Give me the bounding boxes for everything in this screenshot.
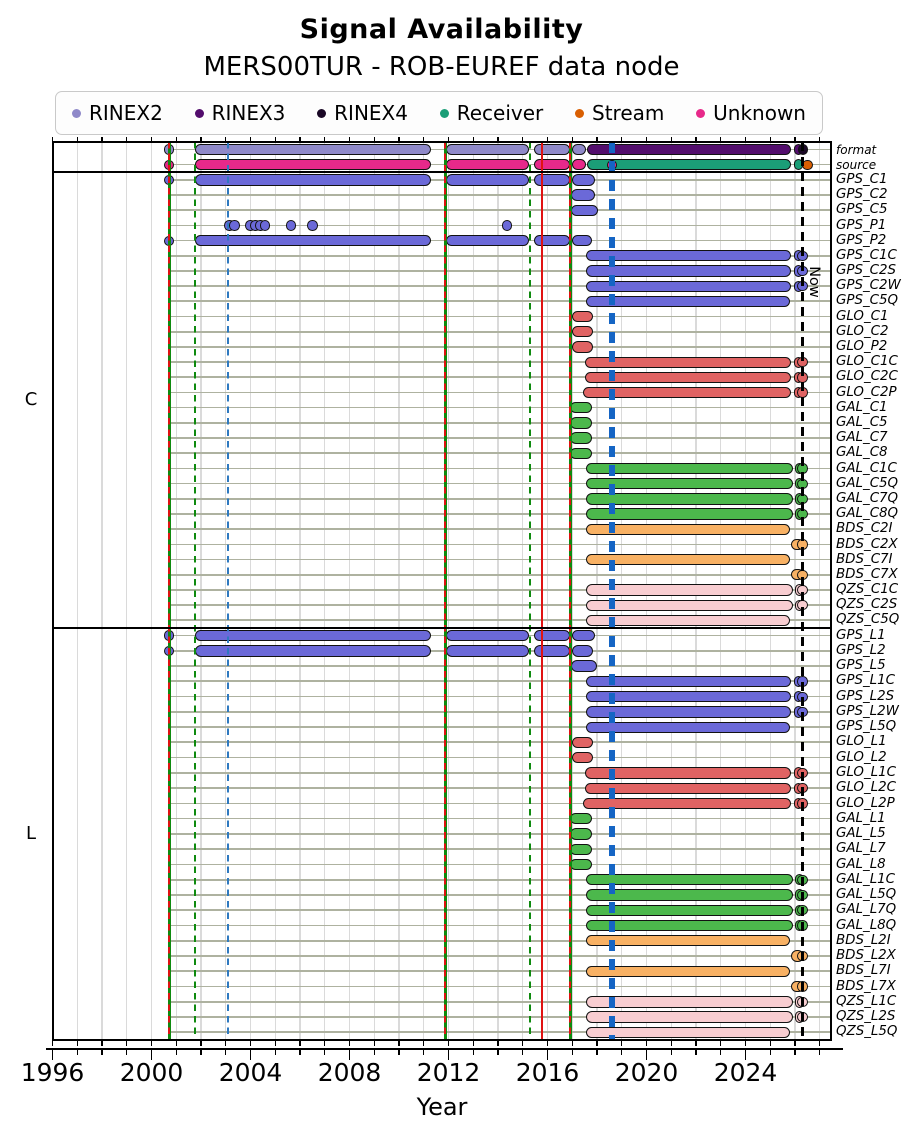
row-baseline (169, 848, 831, 850)
tick-minor (448, 1041, 449, 1046)
signal-bar (586, 874, 793, 885)
row-label: QZS_L2S (836, 1009, 896, 1025)
plot-border (52, 171, 832, 173)
signal-bar (534, 174, 570, 185)
grid-line (547, 142, 548, 1040)
tick-minor (720, 1050, 721, 1055)
grid-line (423, 142, 424, 1040)
grid-line (151, 142, 152, 1040)
plot-border (52, 1039, 832, 1041)
row-label: format (836, 142, 877, 157)
signal-bar (585, 767, 792, 778)
signal-bar (586, 296, 790, 307)
row-label: GLO_C1 (836, 308, 889, 324)
signal-bar (570, 859, 592, 870)
tick-minor (423, 1041, 424, 1046)
signal-bar (586, 676, 791, 687)
tick-minor (398, 1050, 399, 1055)
signal-bar (586, 722, 790, 733)
signal-bar (572, 645, 594, 656)
row-label: GAL_C1 (836, 399, 888, 415)
tick-minor (324, 1050, 325, 1055)
blue-dashed-line-2003 (227, 142, 229, 1040)
tick-minor (275, 1050, 276, 1055)
signal-bar (570, 448, 592, 459)
row-label: GPS_C2 (836, 187, 888, 203)
signal-bar (586, 524, 790, 535)
signal-bar (570, 432, 592, 443)
signal-bar (195, 645, 431, 656)
x-tick-label: 2008 (317, 1058, 382, 1087)
tick-minor (349, 1041, 350, 1046)
signal-bar (587, 159, 791, 170)
row-label: QZS_L1C (836, 993, 897, 1009)
row-label: GPS_L1C (836, 673, 895, 689)
section-label-c: C (24, 389, 38, 411)
legend-label: Unknown (713, 101, 806, 125)
row-label: GLO_P2 (836, 339, 888, 354)
row-label: GPS_L2W (836, 703, 899, 719)
grid-line (448, 142, 449, 1040)
signal-bar (572, 174, 595, 185)
row-label: GPS_L5Q (836, 719, 897, 735)
tick-minor (299, 1050, 300, 1055)
signal-bar (571, 189, 595, 200)
signal-bar (585, 357, 792, 368)
now-line (801, 142, 804, 1040)
signal-bar (571, 205, 598, 216)
row-label: GPS_L5 (836, 658, 886, 674)
grid-line (349, 142, 350, 1040)
row-baseline (169, 544, 831, 546)
x-tick-label: 2020 (614, 1058, 679, 1087)
signal-bar (586, 1027, 790, 1038)
signal-bar (446, 159, 529, 170)
grid-line (497, 142, 498, 1040)
signal-bar (446, 174, 529, 185)
row-label: GPS_C2S (836, 263, 897, 278)
tick-minor (126, 1050, 127, 1055)
tick-minor (695, 1041, 696, 1046)
row-label: GPS_L2 (836, 642, 886, 658)
row-label: GPS_L2S (836, 688, 895, 704)
signal-bar (195, 174, 431, 185)
signal-bar (586, 996, 793, 1007)
row-label: GLO_L2P (836, 795, 895, 811)
thick-blue-dashed-line (609, 142, 616, 1040)
legend-label: RINEX3 (211, 101, 286, 125)
tick-minor (324, 1041, 325, 1046)
x-axis-title: Year (416, 1093, 468, 1121)
red-dashed-line-2017 (569, 142, 571, 1040)
tick-minor (200, 1041, 201, 1046)
signal-bar (572, 235, 592, 246)
grid-line (275, 142, 276, 1040)
tick-minor (621, 1050, 622, 1055)
signal-bar (586, 584, 793, 595)
signal-bar (586, 478, 793, 489)
red-dashed-line-2000 (168, 142, 170, 1040)
row-label: GAL_L7Q (836, 902, 897, 918)
row-baseline (169, 316, 831, 318)
row-label: GAL_C5 (836, 414, 888, 430)
x-axis-line (46, 1048, 843, 1050)
signal-bar (572, 341, 594, 352)
signal-bar (446, 645, 529, 656)
signal-bar (195, 235, 431, 246)
row-label: BDS_L2X (836, 948, 896, 964)
tick-minor (374, 1041, 375, 1046)
row-label: GAL_L5 (836, 826, 886, 841)
row-label: GPS_C2W (836, 278, 901, 294)
row-label: BDS_L7X (836, 978, 896, 994)
signal-bar (586, 706, 791, 717)
tick-minor (176, 1050, 177, 1055)
signal-bar (586, 966, 790, 977)
row-label: GLO_L2C (836, 780, 896, 796)
tick-minor (497, 1041, 498, 1046)
signal-bar (586, 493, 793, 504)
signal-bar (586, 935, 790, 946)
signal-bar (446, 235, 529, 246)
row-label: GPS_L1 (836, 627, 886, 643)
grid-line (101, 142, 102, 1040)
row-label: GAL_L5Q (836, 887, 897, 902)
data-dot (286, 220, 296, 230)
tick-minor (151, 1041, 152, 1046)
section-label-l: L (25, 823, 37, 844)
signal-bar (585, 372, 792, 383)
tick-minor (225, 1041, 226, 1046)
row-label: BDS_C2X (836, 536, 898, 552)
row-baseline (169, 986, 831, 988)
row-baseline (169, 452, 831, 454)
grid-line (374, 142, 375, 1040)
signal-bar (534, 159, 570, 170)
row-label: GAL_C7 (836, 430, 888, 446)
tick-minor (646, 1041, 647, 1046)
signal-bar (586, 508, 793, 519)
signal-bar (586, 463, 793, 474)
signal-bar (585, 783, 792, 794)
plot-border-right (830, 141, 832, 1041)
row-label: GAL_L8Q (836, 917, 897, 933)
tick-minor (770, 1041, 771, 1046)
x-tick-label: 1996 (20, 1058, 85, 1087)
signal-bar (195, 144, 431, 155)
data-dot (802, 160, 812, 170)
plot-border-left (52, 141, 54, 1041)
signal-bar (534, 235, 570, 246)
row-baseline (169, 407, 831, 409)
signal-bar (586, 600, 793, 611)
tick-minor (423, 1050, 424, 1055)
signal-bar (587, 144, 791, 155)
row-label: QZS_C2S (836, 597, 898, 613)
plot-border (52, 627, 832, 629)
grid-line (200, 142, 201, 1040)
tick-minor (299, 1041, 300, 1046)
tick-minor (497, 1050, 498, 1055)
x-tick-label: 2012 (416, 1058, 481, 1087)
row-label: GPS_P1 (836, 217, 887, 233)
row-label: GLO_C1C (836, 354, 898, 370)
grid-line (299, 142, 300, 1040)
signal-bar (571, 660, 597, 671)
signal-bar (586, 250, 791, 261)
row-baseline (169, 346, 831, 348)
row-label: GLO_L2 (836, 749, 887, 765)
signal-bar (586, 691, 791, 702)
legend-label: RINEX2 (89, 101, 163, 125)
data-dot (229, 220, 239, 230)
row-label: GAL_L8 (836, 856, 886, 872)
grid-line (77, 142, 78, 1040)
signal-bar (572, 144, 586, 155)
data-dot (307, 220, 317, 230)
green-dashed-line-2001 (194, 142, 196, 1040)
row-baseline (169, 194, 831, 196)
tick-minor (794, 1050, 795, 1055)
grid-line (473, 142, 474, 1040)
tick-minor (547, 1041, 548, 1046)
row-label: GAL_L7 (836, 841, 886, 857)
row-label: GAL_C8 (836, 445, 888, 461)
signal-bar (586, 281, 791, 292)
tick-minor (671, 1041, 672, 1046)
tick-minor (398, 1041, 399, 1046)
row-baseline (169, 437, 831, 439)
tick-minor (473, 1050, 474, 1055)
row-label: BDS_C2I (836, 521, 893, 537)
row-baseline (169, 741, 831, 743)
page-subtitle: MERS00TUR - ROB-EUREF data node (203, 52, 680, 82)
tick-minor (671, 1050, 672, 1055)
row-label: GLO_C2 (836, 323, 889, 339)
row-label: GAL_C5Q (836, 475, 899, 491)
row-label: GLO_L1 (836, 734, 887, 750)
row-label: GPS_P2 (836, 232, 887, 248)
x-tick-label: 2000 (119, 1058, 184, 1087)
tick-minor (720, 1041, 721, 1046)
row-label: QZS_C1C (836, 582, 899, 597)
tick-minor (596, 1050, 597, 1055)
tick-minor (77, 1041, 78, 1046)
tick-minor (250, 1041, 251, 1046)
tick-minor (101, 1050, 102, 1055)
row-label: BDS_L7I (836, 963, 891, 979)
row-baseline (169, 757, 831, 759)
row-baseline (169, 422, 831, 424)
signal-bar (586, 905, 793, 916)
signal-bar (572, 630, 595, 641)
grid-line (126, 142, 127, 1040)
signal-bar (572, 159, 586, 170)
signal-bar (534, 144, 570, 155)
row-label: GPS_C5 (836, 202, 888, 218)
tick-minor (819, 1050, 820, 1055)
data-dot (502, 220, 512, 230)
tick-minor (770, 1050, 771, 1055)
row-baseline (169, 331, 831, 333)
signal-bar (570, 417, 592, 428)
green-dashed-line-2015 (529, 142, 531, 1040)
row-label: GAL_L1C (836, 871, 896, 887)
row-label: GAL_C7Q (836, 490, 899, 506)
tick-minor (473, 1041, 474, 1046)
tick-minor (374, 1050, 375, 1055)
data-dot (260, 220, 270, 230)
signal-bar (586, 554, 790, 565)
grid-line (398, 142, 399, 1040)
row-label: GPS_C1 (836, 171, 888, 187)
red-dashed-line-2012 (444, 142, 446, 1040)
now-label: Now (806, 266, 822, 298)
page-title: Signal Availability (299, 14, 584, 45)
row-baseline (169, 574, 831, 576)
plot-border (52, 141, 832, 143)
signal-bar (446, 144, 529, 155)
legend-label: RINEX4 (334, 101, 408, 125)
row-label: source (836, 157, 877, 172)
row-baseline (169, 955, 831, 957)
signal-bar (570, 828, 592, 839)
tick-minor (695, 1050, 696, 1055)
tick-minor (200, 1050, 201, 1055)
grid-line (176, 142, 177, 1040)
tick-minor (621, 1041, 622, 1046)
signal-bar (570, 402, 592, 413)
tick-minor (176, 1041, 177, 1046)
signal-bar (586, 889, 793, 900)
row-baseline (169, 864, 831, 866)
row-baseline (169, 209, 831, 211)
signal-bar (570, 844, 592, 855)
row-label: BDS_L2I (836, 932, 891, 948)
tick-minor (101, 1041, 102, 1046)
grid-line (250, 142, 251, 1040)
row-label: GLO_C2P (836, 384, 897, 400)
x-tick-label: 2024 (713, 1058, 778, 1087)
x-tick-label: 2016 (515, 1058, 580, 1087)
tick-minor (819, 1041, 820, 1046)
tick-minor (126, 1041, 127, 1046)
row-label: GPS_C5Q (836, 293, 899, 309)
tick-minor (77, 1050, 78, 1055)
tick-minor (572, 1050, 573, 1055)
signal-bar (586, 615, 790, 626)
row-label: BDS_C7X (836, 566, 898, 582)
signal-bar (570, 813, 592, 824)
signal-bar (195, 159, 431, 170)
tick-minor (596, 1041, 597, 1046)
row-label: GPS_C1C (836, 247, 897, 263)
signal-bar (572, 737, 594, 748)
row-baseline (169, 818, 831, 820)
tick-minor (522, 1050, 523, 1055)
signal-bar (195, 630, 431, 641)
row-baseline (169, 833, 831, 835)
row-label: QZS_C5Q (836, 612, 900, 628)
row-label: GAL_C8Q (836, 506, 899, 522)
signal-bar (446, 630, 529, 641)
tick-minor (522, 1041, 523, 1046)
row-label: BDS_C7I (836, 551, 893, 567)
row-label: QZS_L5Q (836, 1024, 898, 1040)
grid-line (572, 142, 573, 1040)
tick-minor (275, 1041, 276, 1046)
signal-bar (586, 1011, 793, 1022)
row-label: GAL_C1C (836, 460, 897, 476)
grid-line (324, 142, 325, 1040)
signal-bar (572, 326, 594, 337)
legend-label: Receiver (456, 101, 544, 125)
signal-bar (572, 311, 594, 322)
legend-label: Stream (592, 101, 665, 125)
tick-minor (572, 1041, 573, 1046)
tick-minor (745, 1041, 746, 1046)
row-label: GAL_L1 (836, 810, 886, 826)
signal-bar (572, 752, 594, 763)
tick-minor (794, 1041, 795, 1046)
x-tick-label: 2004 (218, 1058, 283, 1087)
tick-minor (225, 1050, 226, 1055)
row-label: GLO_L1C (836, 765, 896, 780)
tick-minor (52, 1041, 53, 1046)
row-baseline (169, 665, 831, 667)
grid-line (522, 142, 523, 1040)
row-label: GLO_C2C (836, 369, 898, 385)
signal-bar (586, 920, 793, 931)
signal-bar (586, 265, 791, 276)
signal-bar (534, 645, 570, 656)
red-solid-line-2015 (541, 142, 544, 1040)
signal-bar (534, 630, 570, 641)
